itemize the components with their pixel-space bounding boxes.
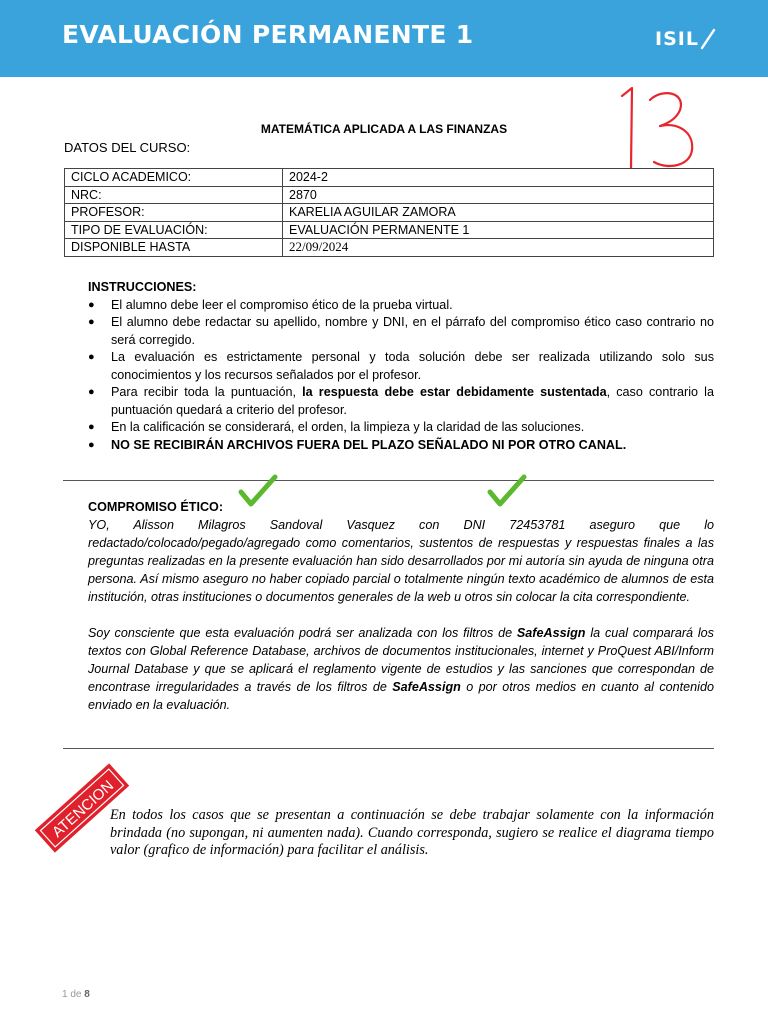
page-indicator: 1 de 8	[62, 989, 90, 1000]
ethics-title: COMPROMISO ÉTICO:	[88, 500, 224, 514]
list-item: ● En la calificación se considerará, el orden, la limpieza y la claridad de las soluciones.	[88, 419, 714, 437]
row-label: CICLO ACADEMICO:	[65, 169, 283, 187]
table-row	[65, 204, 714, 222]
bullet-icon: ●	[88, 298, 95, 311]
slash-icon	[700, 28, 716, 50]
ethics-section	[88, 498, 714, 714]
row-value: 22/09/2024	[283, 239, 714, 257]
bullet-icon: ●	[88, 438, 95, 451]
divider	[63, 480, 714, 481]
course-title: MATEMÁTICA APLICADA A LAS FINANZAS	[260, 122, 508, 136]
table-row	[65, 239, 714, 257]
row-label: DISPONIBLE HASTA	[65, 239, 283, 257]
list-item: ● NO SE RECIBIRÁN ARCHIVOS FUERA DEL PLAZO SEÑALADO NI POR OTRO CANAL.	[88, 437, 714, 455]
row-value: 2870	[283, 186, 714, 204]
atencion-note: En todos los casos que se presentan a continuación se debe trabajar solamente con la información brindada (no supongan, ni aumenten nada). Cuando corresponda, sugiero se realice el diagrama tiempo valor (grafico de información) para facilitar el análisis.	[110, 807, 714, 858]
bullet-icon: ●	[88, 421, 95, 433]
row-value: EVALUACIÓN PERMANENTE 1	[283, 221, 714, 239]
bullet-icon: ●	[88, 316, 95, 328]
row-label: PROFESOR:	[65, 204, 283, 222]
logo-text: ISIL	[655, 28, 699, 50]
list-item: ● La evaluación es estrictamente personal y toda solución debe ser realizada utilizando solo sus conocimientos y los recursos señalados por el profesor.	[88, 350, 714, 382]
bullet-icon: ●	[88, 386, 95, 398]
row-value: 2024-2	[283, 169, 714, 187]
row-value: KARELIA AGUILAR ZAMORA	[283, 204, 714, 222]
list-item: ● El alumno debe redactar su apellido, nombre y DNI, en el párrafo del compromiso ético caso contrario no será corregido.	[88, 315, 714, 347]
table-row	[65, 169, 714, 187]
ethics-paragraph: Soy consciente que esta evaluación podrá ser analizada con los filtros de SafeAssign la cual comparará los textos con Global Reference Database, archivos de documentos institucionales, internet y ProQuest ABI/Inform Journal Database y que se aplicará el reglamento vigente de estudios y las sanciones que correspondan de encontrase irregularidades a través de los filtros de SafeAssign o por otros medios en cuanto al contenido enviado en la evaluación.	[88, 626, 714, 712]
row-label: TIPO DE EVALUACIÓN:	[65, 221, 283, 239]
row-label: NRC:	[65, 186, 283, 204]
list-item: ● El alumno debe leer el compromiso ético de la prueba virtual.	[88, 297, 714, 315]
instructions-list	[88, 297, 714, 455]
page-title: EVALUACIÓN PERMANENTE 1	[62, 20, 474, 49]
header-banner	[0, 0, 768, 77]
instructions-section	[88, 279, 714, 454]
list-item: ● Para recibir toda la puntuación, la respuesta debe estar debidamente sustentada, caso contrario la puntuación quedará a criterio del profesor.	[88, 385, 714, 417]
table-row	[65, 186, 714, 204]
stamp-text: ATENCION	[48, 777, 118, 841]
bullet-icon: ●	[88, 351, 95, 363]
isil-logo	[655, 28, 716, 50]
grade-value: 13	[618, 84, 620, 85]
ethics-paragraph: YO, Alisson Milagros Sandoval Vasquez con DNI 72453781 aseguro que lo redactado/colocado/pegado/agregado como comentarios, sustentos de respuestas y respuestas finales a las preguntas realizadas en la presente evaluación han sido desarrollados por mi autoría sin ayuda de ninguna otra persona. Así mismo aseguro no haber copiado parcial o totalmente ningún texto académico de alumnos de esta institución, otras instituciones o documentos generales de la web u otros sin colocar la cita correspondiente.	[88, 518, 714, 604]
divider	[63, 748, 714, 749]
instructions-title: INSTRUCCIONES:	[88, 280, 197, 294]
table-row	[65, 221, 714, 239]
course-info-table	[64, 168, 714, 257]
datos-label: DATOS DEL CURSO:	[64, 140, 191, 155]
